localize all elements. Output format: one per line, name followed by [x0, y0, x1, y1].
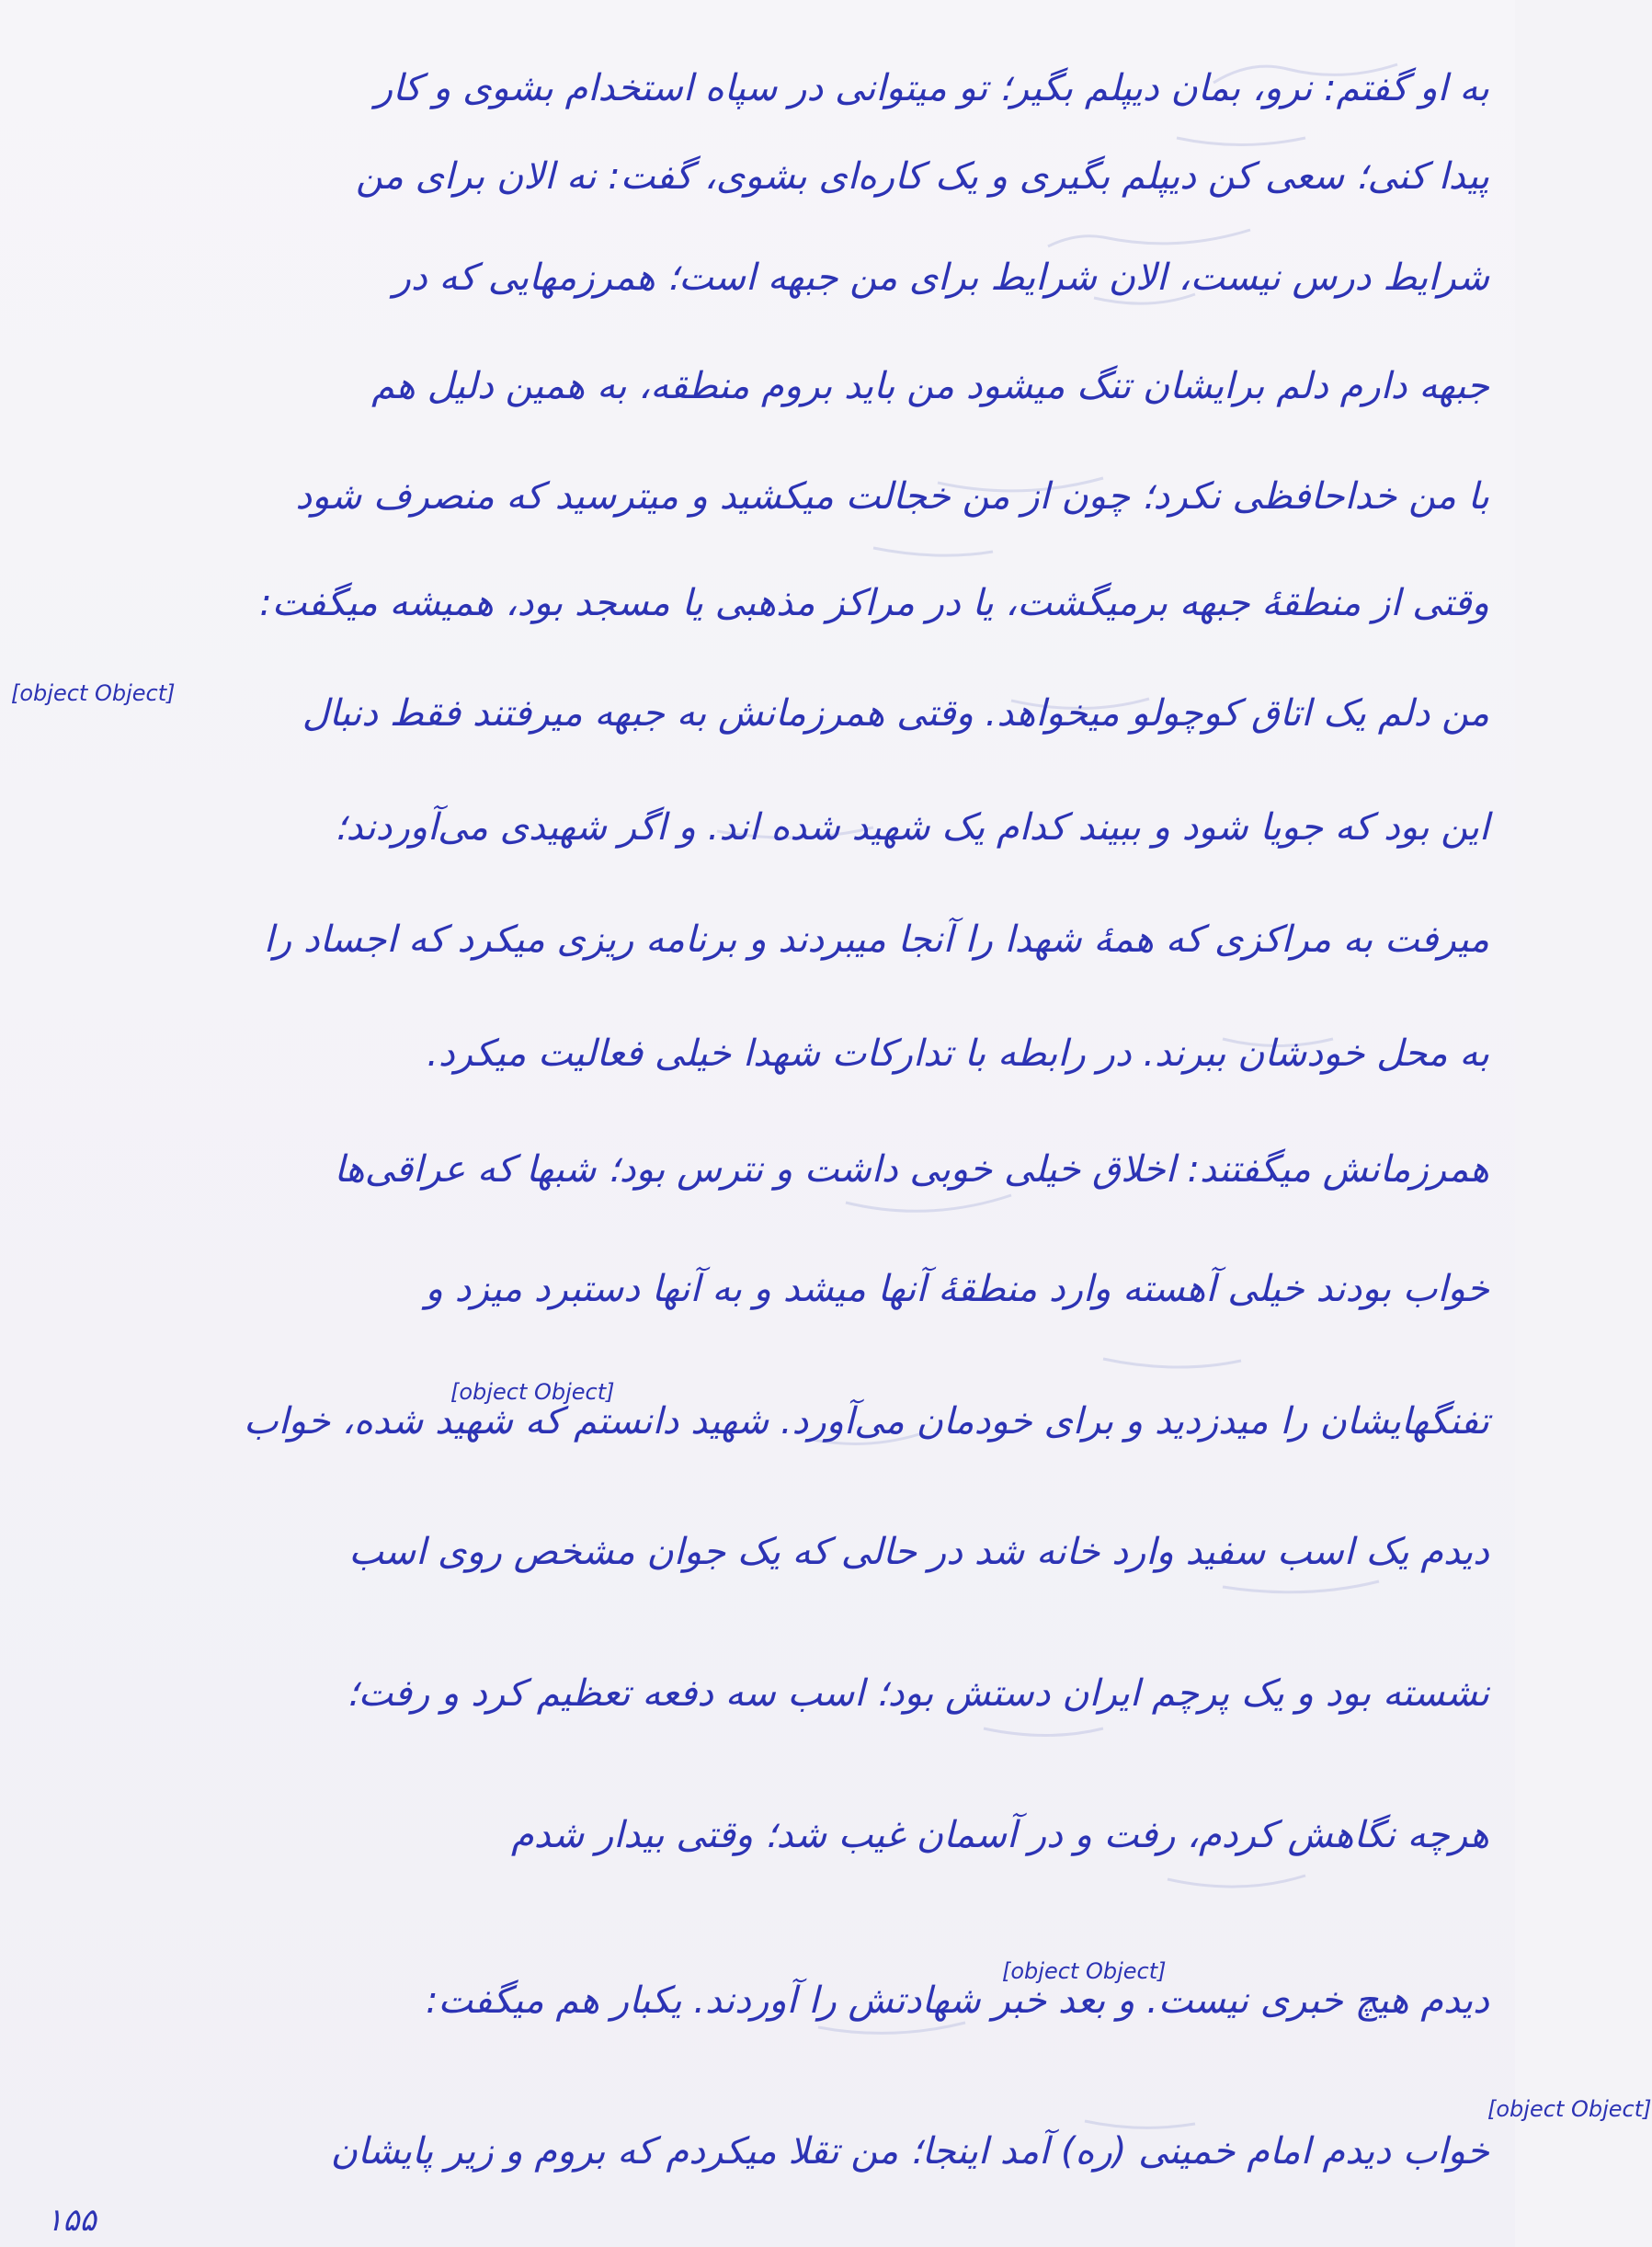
margin-insertion: [object Object]	[11, 680, 176, 706]
text-line: با من خداحافظی نکرد؛ چون از من خجالت میکشید و میترسید که منصرف شود	[295, 475, 1489, 518]
text-line: هرچه نگاهش کردم، رفت و در آسمان غیب شد؛ وقتی بیدار شدم	[510, 1814, 1489, 1856]
text-line: جبهه دارم دلم برایشان تنگ میشود من باید بروم منطقه، به همین دلیل هم	[371, 365, 1489, 407]
interline-insertion: [object Object]	[1487, 2096, 1652, 2122]
text-line: دیدم هیچ خبری نیست. و بعد خبر شهادتش را آوردند. یکبار هم میگفت:	[426, 1979, 1489, 2022]
interline-insertion: [object Object]	[450, 1379, 615, 1405]
text-line: تفنگهایشان را میدزدید و برای خودمان می‌آورد. شهید دانستم که شهید شده، خواب	[244, 1400, 1489, 1443]
page-number: ۱۵۵	[46, 2202, 97, 2239]
text-line: خواب دیدم امام خمینی (ره) آمد اینجا؛ من تقلا میکردم که بروم و زیر پایشان	[330, 2130, 1489, 2173]
text-line: نشسته بود و یک پرچم ایران دستش بود؛ اسب سه دفعه تعظیم کرد و رفت؛	[346, 1672, 1489, 1715]
text-line: پیدا کنی؛ سعی کن دیپلم بگیری و یک کاره‌ای بشوی، گفت: نه الان برای من	[356, 155, 1489, 198]
handwritten-text-block	[28, 28, 1489, 2197]
text-line: دیدم یک اسب سفید وارد خانه شد در حالی که یک جوان مشخص روی اسب	[348, 1531, 1489, 1573]
text-line: میرفت به مراکزی که همهٔ شهدا را آنجا میبردند و برنامه ریزی میکرد که اجساد را	[263, 918, 1489, 961]
text-line: این بود که جویا شود و ببیند کدام یک شهید شده اند. و اگر شهیدی می‌آوردند؛	[334, 806, 1489, 849]
text-line: شرایط درس نیست، الان شرایط برای من جبهه است؛ همرزمهایی که در	[393, 257, 1489, 299]
text-line: وقتی از منطقهٔ جبهه برمیگشت، یا در مراکز مذهبی یا مسجد بود، همیشه میگفت:	[259, 582, 1489, 624]
text-line: خواب بودند خیلی آهسته وارد منطقهٔ آنها میشد و به آنها دستبرد میزد و	[425, 1268, 1489, 1310]
interline-insertion: [object Object]	[1002, 1958, 1167, 1984]
text-line: به او گفتم: نرو، بمان دیپلم بگیر؛ تو میتوانی در سپاه استخدام بشوی و کار	[374, 67, 1489, 109]
text-line: همرزمانش میگفتند: اخلاق خیلی خوبی داشت و نترس بود؛ شبها که عراقی‌ها	[334, 1148, 1489, 1191]
text-line: به محل خودشان ببرند. در رابطه با تدارکات شهدا خیلی فعالیت میکرد.	[427, 1032, 1489, 1075]
text-line: من دلم یک اتاق کوچولو میخواهد. وقتی همرزمانش به جبهه میرفتند فقط دنبال	[302, 692, 1489, 735]
